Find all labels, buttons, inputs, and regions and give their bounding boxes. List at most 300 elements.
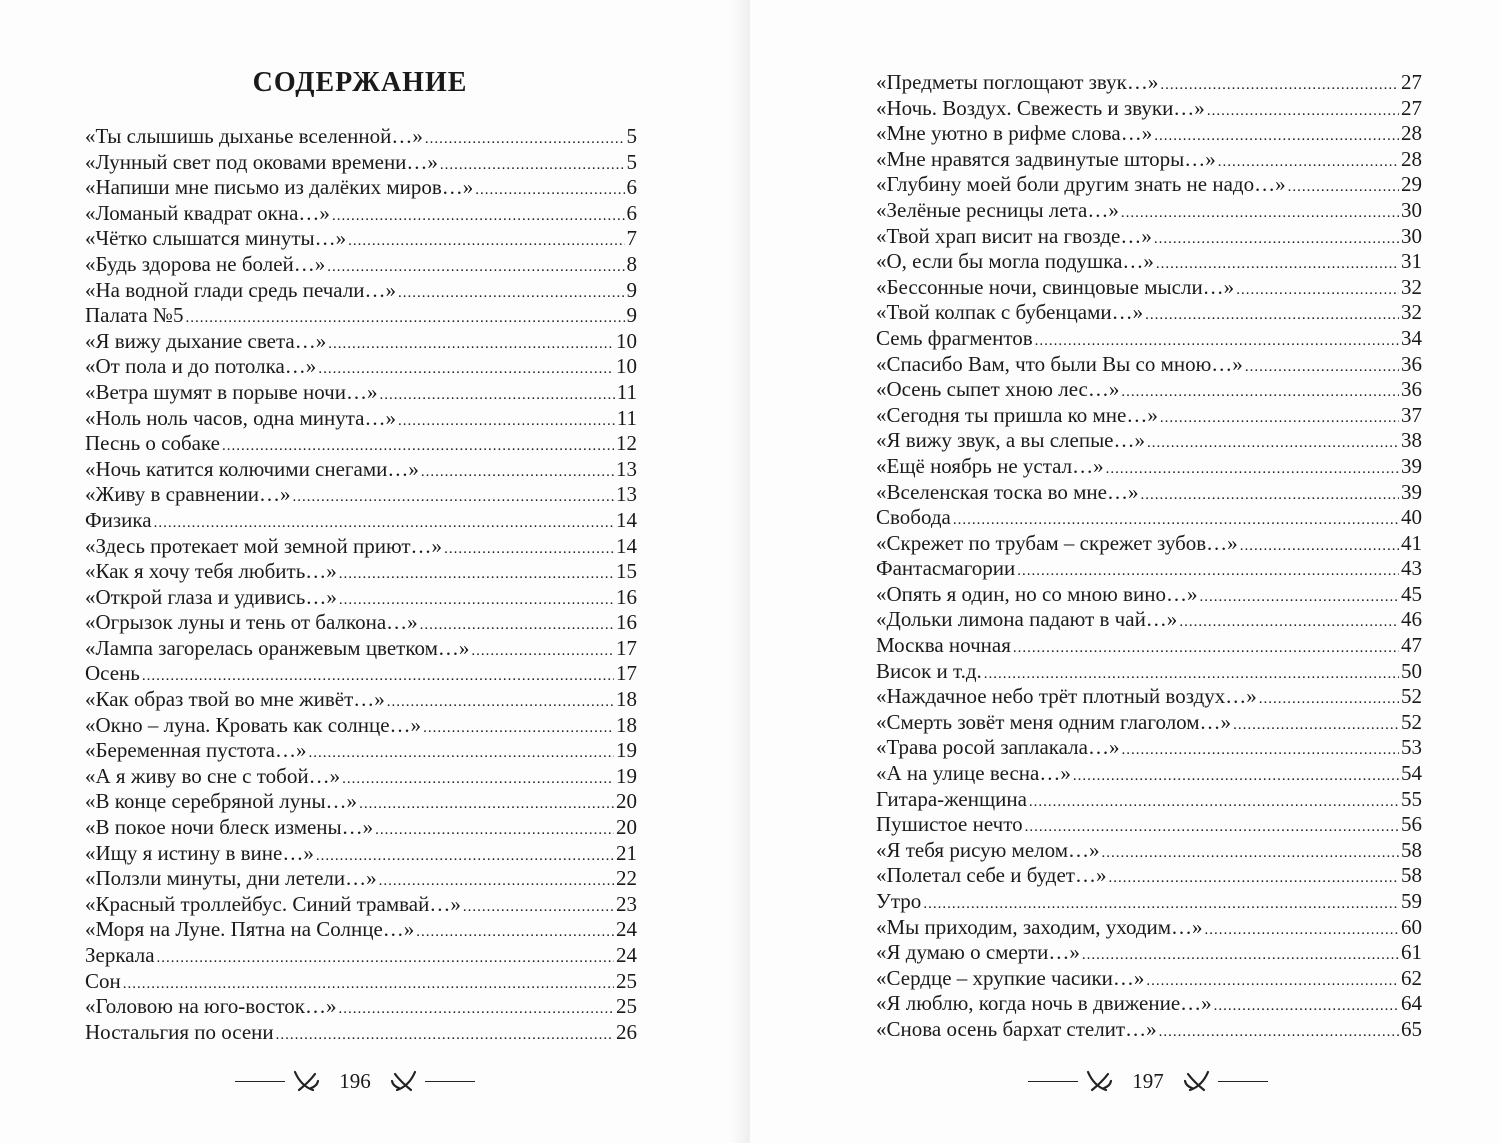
fleuron-left-icon (1084, 1068, 1114, 1094)
dot-leader (1108, 863, 1399, 892)
toc-entry-page: 39 (1401, 453, 1422, 478)
toc-entry-title: «Смерть зовёт меня одним глаголом…» (876, 709, 1232, 734)
toc-entry-title: «Напиши мне письмо из далёких миров…» (85, 175, 474, 200)
toc-entry-page: 60 (1401, 914, 1422, 939)
toc-entry-page: 18 (616, 687, 637, 712)
toc-entry (85, 124, 637, 150)
toc-entry-page: 5 (626, 149, 637, 174)
toc-entry-title: «Мы приходим, заходим, уходим…» (876, 914, 1203, 939)
toc-entry (876, 454, 1422, 480)
toc-entry-title: Фантасмагории (876, 556, 1016, 581)
toc-entry (876, 787, 1422, 813)
toc-entry-title: «В покое ночи блеск измены…» (85, 815, 374, 840)
fleuron-left-icon (291, 1068, 321, 1094)
toc-entry-title: «Скрежет по трубам – скрежет зубов…» (876, 530, 1238, 555)
toc-entry-page: 32 (1401, 274, 1422, 299)
dot-leader (157, 943, 614, 972)
toc-entry (876, 300, 1422, 326)
toc-entry-page: 52 (1401, 684, 1422, 709)
toc-entry (876, 761, 1422, 787)
dot-leader (421, 457, 614, 486)
toc-entry-title: «А я живу во сне с тобой…» (85, 763, 341, 788)
toc-entry-page: 8 (626, 251, 637, 276)
fleuron-right-icon (389, 1068, 419, 1094)
toc-entry-title: «Полетал себе и будет…» (876, 863, 1107, 888)
dot-leader (1245, 352, 1399, 381)
toc-entry-title: «Ветра шумят в порыве ночи…» (85, 379, 378, 404)
toc-entry-title: «Осень сыпет хною лес…» (876, 377, 1120, 402)
toc-entry (85, 815, 637, 841)
dot-leader (1259, 684, 1399, 713)
toc-entry-page: 45 (1401, 581, 1422, 606)
toc-entry-page: 9 (626, 277, 637, 302)
toc-entry-page: 10 (616, 328, 637, 353)
toc-entry-page: 40 (1401, 505, 1422, 530)
toc-entry-page: 19 (616, 738, 637, 763)
toc-entry-page: 32 (1401, 300, 1422, 325)
dot-leader (1160, 70, 1399, 99)
toc-entry (85, 482, 637, 508)
toc-entry-title: Семь фрагментов (876, 325, 1033, 350)
toc-entry (876, 377, 1422, 403)
toc-entry (85, 354, 637, 380)
toc-entry (876, 607, 1422, 633)
toc-entry (85, 713, 637, 739)
toc-entry (876, 684, 1422, 710)
toc-entry-page: 47 (1401, 633, 1422, 658)
dot-leader (185, 303, 624, 332)
toc-entry-page: 28 (1401, 146, 1422, 171)
toc-entry (85, 892, 637, 918)
dot-leader (463, 892, 614, 921)
toc-entry-title: «На водной глади средь печали…» (85, 277, 397, 302)
toc-entry-page: 65 (1401, 1016, 1422, 1041)
toc-entry-title: «Твой колпак с бубенцами…» (876, 300, 1144, 325)
toc-entry-page: 30 (1401, 197, 1422, 222)
toc-entry (85, 278, 637, 304)
toc-entry-page: 38 (1401, 428, 1422, 453)
toc-entry-title: «От пола и до потолка…» (85, 354, 317, 379)
toc-entry (876, 710, 1422, 736)
toc-entry-title: «Лунный свет под оковами времени…» (85, 149, 438, 174)
dot-leader (332, 201, 625, 230)
toc-entry-title: «Сегодня ты пришла ко мне…» (876, 402, 1158, 427)
toc-entry (85, 252, 637, 278)
toc-entry-page: 59 (1401, 889, 1422, 913)
dot-leader (1145, 300, 1399, 329)
toc-entry-title: Утро (876, 889, 922, 913)
toc-entry (876, 991, 1422, 1017)
toc-entry (85, 610, 637, 636)
dot-leader (142, 661, 614, 690)
toc-entry-title: Сон (85, 968, 121, 993)
toc-entry-page: 52 (1401, 709, 1422, 734)
toc-entry-title: «Опять я один, но со мною вино…» (876, 581, 1198, 606)
dot-leader (387, 687, 614, 716)
toc-entry-title: «Мне нравятся задвинутые шторы…» (876, 146, 1216, 171)
toc-entry (85, 738, 637, 764)
dot-leader (1179, 607, 1399, 636)
dot-leader (1146, 966, 1399, 995)
dot-leader (398, 406, 615, 435)
toc-entry-page: 39 (1401, 479, 1422, 504)
toc-list-left (85, 124, 637, 1045)
toc-entry-title: «Красный троллейбус. Синий трамвай…» (85, 891, 461, 916)
toc-entry-title: «Вселенская тоска во мне…» (876, 479, 1139, 504)
page-footer-left (230, 1066, 480, 1096)
toc-entry-page: 6 (626, 175, 637, 200)
dot-leader (953, 505, 1399, 534)
toc-entry-page: 11 (616, 405, 637, 430)
toc-entry-page: 23 (616, 891, 637, 916)
dot-leader (420, 610, 614, 639)
toc-entry-title: «Дольки лимона падают в чай…» (876, 607, 1178, 632)
dot-leader (339, 585, 614, 614)
toc-entry-page: 15 (616, 559, 637, 584)
toc-entry-page: 64 (1401, 991, 1422, 1016)
toc-entry-page: 13 (616, 456, 637, 481)
toc-entry-title: «Снова осень бархат стелит…» (876, 1016, 1157, 1041)
toc-entry (85, 866, 637, 892)
dot-leader (984, 659, 1399, 688)
dot-leader (327, 252, 624, 281)
toc-entry-title: «Огрызок луны и тень от балкона…» (85, 610, 418, 635)
toc-entry (85, 329, 637, 355)
toc-entry (85, 661, 637, 687)
dot-leader (1236, 275, 1399, 304)
toc-entry (876, 147, 1422, 173)
toc-entry (85, 508, 637, 534)
toc-entry (85, 150, 637, 176)
toc-entry-page: 43 (1401, 556, 1422, 581)
dot-leader (1106, 454, 1399, 483)
dot-leader (339, 559, 614, 588)
toc-entry (876, 838, 1422, 864)
toc-entry (876, 70, 1422, 96)
dot-leader (1025, 812, 1399, 841)
toc-entry-title: Свобода (876, 505, 951, 530)
toc-entry-title: «Ноль ноль часов, одна минута…» (85, 405, 396, 430)
footer-rule (425, 1081, 475, 1082)
toc-entry-title: «Твой храп висит на гвозде…» (876, 223, 1152, 248)
footer-rule (235, 1081, 285, 1082)
toc-entry-page: 30 (1401, 223, 1422, 248)
toc-entry-page: 46 (1401, 607, 1422, 632)
toc-entry-page: 17 (616, 661, 637, 686)
toc-entry-title: «Зелёные ресницы лета…» (876, 197, 1119, 222)
toc-entry (876, 863, 1422, 889)
toc-entry-title: Физика (85, 507, 152, 532)
toc-entry-page: 53 (1401, 735, 1422, 760)
toc-entry-title: «Ползли минуты, дни летели…» (85, 866, 377, 891)
dot-leader (1156, 249, 1399, 278)
dot-leader (444, 534, 614, 563)
dot-leader (1013, 633, 1399, 662)
footer-rule (1028, 1081, 1078, 1082)
dot-leader (222, 431, 614, 460)
dot-leader (328, 329, 614, 358)
toc-entry-title: Зеркала (85, 943, 155, 967)
dot-leader (923, 889, 1399, 918)
toc-entry (876, 403, 1422, 429)
dot-leader (348, 226, 624, 255)
dot-leader (416, 917, 614, 946)
toc-entry-title: Палата №5 (85, 303, 184, 328)
toc-entry (85, 841, 637, 867)
toc-entry-title: «О, если бы могла подушка…» (876, 249, 1154, 274)
dot-leader (1102, 838, 1399, 867)
dot-leader (423, 713, 614, 742)
toc-entry (85, 226, 637, 252)
toc-entry-title: «Открой глаза и удивись…» (85, 584, 337, 609)
toc-entry-page: 27 (1401, 70, 1422, 94)
toc-entry-page: 16 (616, 584, 637, 609)
toc-entry (85, 943, 637, 969)
toc-entry (876, 633, 1422, 659)
toc-entry-title: Осень (85, 661, 140, 686)
fleuron-right-icon (1182, 1068, 1212, 1094)
dot-leader (1121, 735, 1399, 764)
toc-entry-page: 50 (1401, 658, 1422, 683)
toc-entry (876, 659, 1422, 685)
toc-entry-title: «Как я хочу тебя любить…» (85, 559, 337, 584)
toc-entry-title: «Я думаю о смерти…» (876, 940, 1080, 965)
footer-rule (1218, 1081, 1268, 1082)
toc-entry-page: 58 (1401, 837, 1422, 862)
toc-entry-page: 24 (616, 943, 637, 967)
toc-entry-title: «Глубину моей боли другим знать не надо…» (876, 172, 1286, 197)
toc-entry-title: «Чётко слышатся минуты…» (85, 226, 347, 251)
dot-leader (471, 636, 614, 665)
toc-entry-title: Висок и т.д. (876, 658, 982, 683)
toc-entry-title: «Окно – луна. Кровать как солнце…» (85, 712, 422, 737)
toc-entry-title: «В конце серебряной луны…» (85, 789, 358, 814)
toc-entry-title: Ностальгия по осени (85, 1019, 274, 1044)
dot-leader (1073, 761, 1399, 790)
toc-entry-title: «А на улице весна…» (876, 761, 1071, 786)
toc-entry-page: 34 (1401, 325, 1422, 350)
toc-entry (85, 380, 637, 406)
toc-entry (85, 431, 637, 457)
toc-entry-page: 13 (616, 482, 637, 507)
dot-leader (398, 278, 624, 307)
toc-entry (85, 585, 637, 611)
toc-entry (85, 534, 637, 560)
toc-entry-title: «Будь здорова не болей…» (85, 251, 326, 276)
toc-entry (876, 966, 1422, 992)
toc-entry (876, 940, 1422, 966)
toc-entry-page: 58 (1401, 863, 1422, 888)
dot-leader (1199, 582, 1399, 611)
toc-entry (876, 428, 1422, 454)
toc-entry-title: «Ночь катится колючими снегами…» (85, 456, 419, 481)
toc-entry-title: Пушистое нечто (876, 812, 1023, 837)
toc-entry-title: «Ты слышишь дыханье вселенной…» (85, 124, 423, 148)
toc-entry-page: 36 (1401, 351, 1422, 376)
toc-entry (876, 172, 1422, 198)
dot-leader (308, 738, 614, 767)
toc-entry (85, 969, 637, 995)
dot-leader (154, 508, 614, 537)
toc-entry-page: 22 (616, 866, 637, 891)
dot-leader (1240, 531, 1399, 560)
toc-entry-title: «Ещё ноябрь не устал…» (876, 453, 1104, 478)
toc-entry-title: «Живу в сравнении…» (85, 482, 291, 507)
dot-leader (375, 815, 614, 844)
dot-leader (1288, 172, 1399, 201)
toc-entry-title: «Ломаный квадрат окна…» (85, 200, 330, 225)
toc-entry (876, 735, 1422, 761)
toc-entry-title: Песнь о собаке (85, 431, 220, 456)
toc-entry-title: «Здесь протекает мой земной приют…» (85, 533, 443, 558)
page-footer-right (1023, 1066, 1273, 1096)
toc-entry-page: 24 (616, 917, 637, 942)
dot-leader (1121, 377, 1399, 406)
toc-entry-title: «Трава росой заплакала…» (876, 735, 1120, 760)
dot-leader (1154, 224, 1399, 253)
toc-entry (85, 789, 637, 815)
dot-leader (379, 866, 614, 895)
toc-entry (876, 582, 1422, 608)
dot-leader (1205, 915, 1399, 944)
dot-leader (425, 124, 625, 153)
dot-leader (342, 764, 614, 793)
page-number-left: 196 (339, 1068, 371, 1093)
toc-entry-page: 61 (1401, 940, 1422, 965)
dot-leader (293, 482, 615, 511)
toc-entry-title: Гитара-женщина (876, 786, 1027, 811)
toc-entry (876, 480, 1422, 506)
toc-entry (85, 994, 637, 1020)
dot-leader (276, 1020, 614, 1049)
dot-leader (379, 380, 614, 409)
toc-entry-page: 29 (1401, 172, 1422, 197)
toc-entry-page: 55 (1401, 786, 1422, 811)
toc-entry (85, 559, 637, 585)
toc-entry-title: «Моря на Луне. Пятна на Солнце…» (85, 917, 415, 942)
dot-leader (318, 354, 614, 383)
toc-entry (876, 198, 1422, 224)
toc-entry (85, 636, 637, 662)
toc-entry (85, 917, 637, 943)
toc-entry (876, 96, 1422, 122)
toc-entry (876, 121, 1422, 147)
toc-entry (876, 915, 1422, 941)
page-number-right: 197 (1132, 1068, 1164, 1093)
dot-leader (1214, 991, 1399, 1020)
dot-leader (1017, 556, 1399, 585)
toc-entry-page: 20 (616, 789, 637, 814)
toc-entry-page: 31 (1401, 249, 1422, 274)
dot-leader (1218, 147, 1399, 176)
toc-entry (85, 175, 637, 201)
toc-entry (85, 303, 637, 329)
toc-entry (876, 556, 1422, 582)
toc-entry-title: «Я вижу звук, а вы слепые…» (876, 428, 1146, 453)
dot-leader (1207, 96, 1399, 125)
toc-entry (85, 406, 637, 432)
toc-entry-page: 6 (626, 200, 637, 225)
dot-leader (123, 969, 614, 998)
toc-entry-title: «Бессонные ночи, свинцовые мысли…» (876, 274, 1235, 299)
toc-list-right (876, 70, 1422, 1043)
toc-entry (876, 249, 1422, 275)
toc-entry-title: «Я вижу дыхание света…» (85, 328, 327, 353)
toc-entry-title: «Лампа загорелась оранжевым цветком…» (85, 635, 470, 660)
toc-entry-page: 27 (1401, 95, 1422, 120)
toc-entry (876, 505, 1422, 531)
toc-entry-title: «Сердце – хрупкие часики…» (876, 965, 1145, 990)
toc-entry (876, 812, 1422, 838)
toc-entry (876, 1017, 1422, 1043)
dot-leader (1035, 326, 1399, 355)
toc-entry-title: «Как образ твой во мне живёт…» (85, 687, 385, 712)
dot-leader (1121, 198, 1399, 227)
toc-entry-page: 10 (616, 354, 637, 379)
toc-entry-page: 16 (616, 610, 637, 635)
toc-entry-page: 12 (616, 431, 637, 456)
toc-entry-page: 11 (616, 379, 637, 404)
toc-entry (876, 275, 1422, 301)
toc-entry-title: «Предметы поглощают звук…» (876, 70, 1159, 94)
toc-entry-page: 17 (616, 635, 637, 660)
toc-entry-page: 25 (616, 968, 637, 993)
toc-entry-page: 28 (1401, 121, 1422, 146)
toc-entry-page: 36 (1401, 377, 1422, 402)
toc-entry-page: 9 (626, 303, 637, 328)
dot-leader (1233, 710, 1399, 739)
dot-leader (1154, 121, 1399, 150)
toc-entry-page: 26 (616, 1019, 637, 1044)
toc-entry (876, 889, 1422, 915)
dot-leader (440, 150, 625, 179)
toc-entry (85, 201, 637, 227)
dot-leader (1147, 428, 1399, 457)
toc-entry-page: 41 (1401, 530, 1422, 555)
toc-entry-page: 56 (1401, 812, 1422, 837)
toc-entry-title: «Головою на юго-восток…» (85, 994, 337, 1019)
toc-entry (85, 687, 637, 713)
toc-entry-title: «Я люблю, когда ночь в движение…» (876, 991, 1212, 1016)
toc-entry-page: 62 (1401, 965, 1422, 990)
toc-entry (85, 1020, 637, 1046)
dot-leader (1159, 1017, 1399, 1046)
toc-entry-title: «Мне уютно в рифме слова…» (876, 121, 1153, 146)
dot-leader (1160, 403, 1399, 432)
toc-entry-title: «Беременная пустота…» (85, 738, 307, 763)
toc-entry-page: 19 (616, 763, 637, 788)
toc-entry-page: 20 (616, 815, 637, 840)
toc-entry (876, 352, 1422, 378)
dot-leader (339, 994, 614, 1023)
toc-entry-title: Москва ночная (876, 633, 1011, 658)
dot-leader (316, 841, 614, 870)
dot-leader (359, 789, 614, 818)
toc-entry-title: «Спасибо Вам, что были Вы со мною…» (876, 351, 1243, 376)
toc-entry (85, 764, 637, 790)
toc-entry-page: 5 (626, 124, 637, 148)
toc-entry-page: 25 (616, 994, 637, 1019)
toc-entry-title: «Наждачное небо трёт плотный воздух…» (876, 684, 1257, 709)
dot-leader (1082, 940, 1399, 969)
toc-entry (876, 531, 1422, 557)
toc-entry (876, 326, 1422, 352)
dot-leader (1029, 787, 1399, 816)
toc-entry-title: «Я тебя рисую мелом…» (876, 837, 1100, 862)
toc-entry-title: «Ищу я истину в вине…» (85, 840, 314, 865)
toc-entry-page: 21 (616, 840, 637, 865)
toc-entry-page: 37 (1401, 402, 1422, 427)
